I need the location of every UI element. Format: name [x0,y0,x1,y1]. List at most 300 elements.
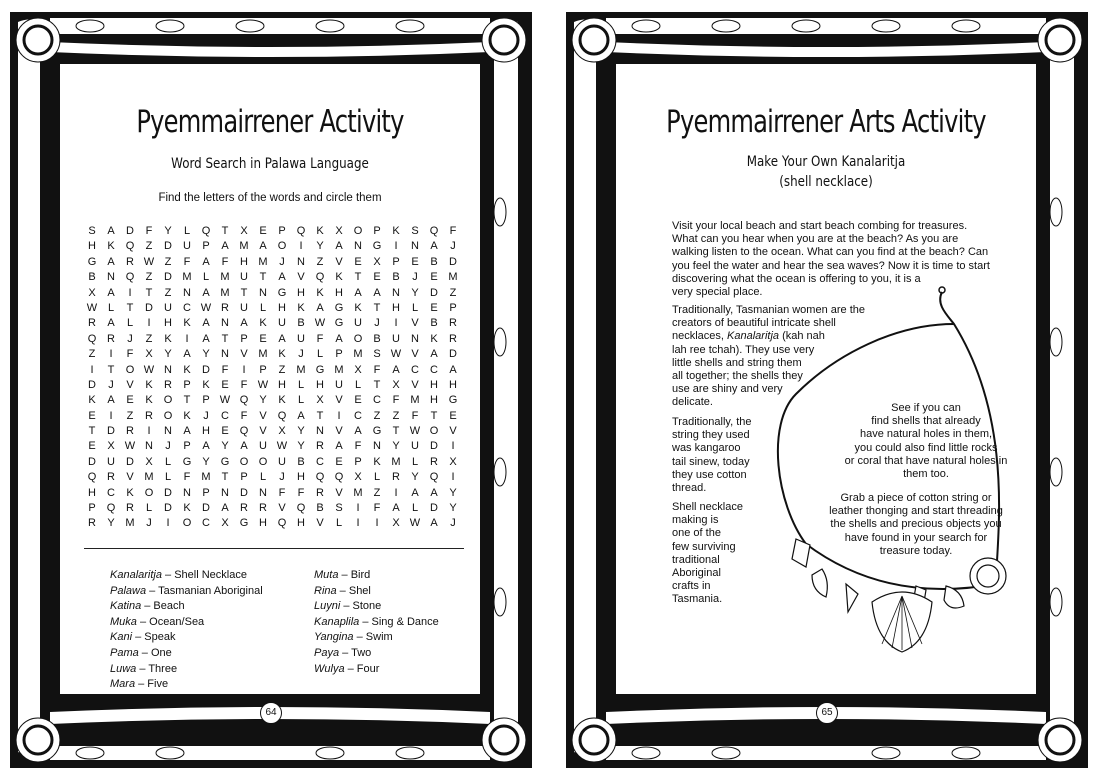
grid-letter[interactable]: Q [125,240,135,253]
grid-letter[interactable]: Q [315,471,325,484]
grid-letter[interactable]: M [296,363,306,376]
grid-letter[interactable]: D [126,225,134,237]
grid-letter[interactable]: E [354,255,362,268]
grid-letter[interactable]: D [449,348,457,361]
grid-letter[interactable]: W [409,425,421,438]
grid-letter[interactable]: O [163,394,173,407]
grid-letter[interactable]: A [183,348,191,361]
grid-letter[interactable]: U [240,271,248,284]
grid-letter[interactable]: J [450,240,456,253]
grid-letter[interactable]: G [448,394,458,407]
grid-letter[interactable]: R [88,317,96,330]
grid-letter[interactable]: E [430,271,438,284]
grid-letter[interactable]: F [221,363,229,376]
grid-letter[interactable]: K [335,271,343,284]
grid-letter[interactable]: B [373,332,381,345]
grid-letter[interactable]: E [221,378,229,391]
grid-letter[interactable]: L [164,455,172,468]
grid-letter[interactable]: M [182,271,192,284]
grid-letter[interactable]: K [183,409,191,422]
grid-letter[interactable]: H [430,394,438,407]
grid-letter[interactable]: P [259,363,267,376]
grid-letter[interactable]: D [164,502,172,515]
grid-letter[interactable]: A [430,517,438,530]
grid-letter[interactable]: Y [221,440,229,453]
grid-letter[interactable]: Z [126,409,134,422]
grid-letter[interactable]: E [126,394,134,407]
grid-letter[interactable]: O [239,455,249,468]
grid-letter[interactable]: F [411,409,419,422]
grid-letter[interactable]: T [221,225,229,237]
grid-letter[interactable]: L [297,378,305,391]
grid-letter[interactable]: A [430,348,438,361]
grid-letter[interactable]: I [337,409,341,422]
grid-letter[interactable]: P [392,255,400,268]
grid-letter[interactable]: V [126,471,134,484]
grid-letter[interactable]: D [107,425,115,438]
grid-letter[interactable]: Z [449,286,457,299]
grid-letter[interactable]: M [391,455,401,468]
grid-letter[interactable]: L [354,378,362,391]
grid-letter[interactable]: I [242,363,246,376]
grid-letter[interactable]: F [354,440,362,453]
grid-letter[interactable]: T [126,301,134,314]
grid-letter[interactable]: A [411,486,419,499]
grid-letter[interactable]: J [203,409,209,422]
grid-letter[interactable]: R [107,332,115,345]
grid-letter[interactable]: B [297,455,305,468]
grid-letter[interactable]: Q [125,271,135,284]
grid-letter[interactable]: N [145,440,153,453]
grid-letter[interactable]: R [316,486,324,499]
grid-letter[interactable]: O [163,409,173,422]
grid-letter[interactable]: L [411,301,419,314]
grid-letter[interactable]: I [109,409,113,422]
grid-letter[interactable]: P [202,486,210,499]
grid-letter[interactable]: Y [107,517,115,530]
grid-letter[interactable]: F [316,332,324,345]
grid-letter[interactable]: Q [106,502,116,515]
grid-letter[interactable]: Z [392,409,400,422]
grid-letter[interactable]: F [126,348,134,361]
grid-letter[interactable]: E [88,409,96,422]
grid-letter[interactable]: Q [239,425,249,438]
grid-letter[interactable]: V [126,378,134,391]
grid-letter[interactable]: W [124,440,136,453]
grid-letter[interactable]: I [147,425,151,438]
grid-letter[interactable]: F [183,471,191,484]
grid-letter[interactable]: N [297,255,305,268]
grid-letter[interactable]: R [449,317,457,330]
grid-letter[interactable]: X [107,440,115,453]
grid-letter[interactable]: H [392,301,400,314]
grid-letter[interactable]: A [392,363,400,376]
grid-letter[interactable]: U [240,301,248,314]
grid-letter[interactable]: Y [202,348,210,361]
grid-letter[interactable]: J [108,378,114,391]
grid-letter[interactable]: T [221,332,229,345]
grid-letter[interactable]: H [297,517,305,530]
grid-letter[interactable]: M [258,255,268,268]
grid-letter[interactable]: H [278,378,286,391]
grid-letter[interactable]: T [354,271,362,284]
grid-letter[interactable]: T [240,286,248,299]
grid-letter[interactable]: A [335,440,343,453]
grid-letter[interactable]: J [165,440,171,453]
grid-letter[interactable]: D [430,286,438,299]
grid-letter[interactable]: X [88,286,96,299]
grid-letter[interactable]: L [259,301,267,314]
grid-letter[interactable]: N [183,486,191,499]
grid-letter[interactable]: S [373,348,381,361]
grid-letter[interactable]: U [411,440,419,453]
grid-letter[interactable]: A [202,332,210,345]
grid-letter[interactable]: N [411,332,419,345]
grid-letter[interactable]: A [107,394,115,407]
grid-letter[interactable]: X [392,517,400,530]
grid-letter[interactable]: F [392,394,400,407]
grid-letter[interactable]: Y [202,455,210,468]
grid-letter[interactable]: D [202,363,210,376]
grid-letter[interactable]: I [394,486,398,499]
grid-letter[interactable]: R [88,517,96,530]
grid-letter[interactable]: P [183,440,191,453]
grid-letter[interactable]: G [334,317,344,330]
grid-letter[interactable]: R [126,425,134,438]
grid-letter[interactable]: K [392,225,400,237]
grid-letter[interactable]: A [335,240,343,253]
grid-letter[interactable]: W [219,394,231,407]
grid-letter[interactable]: V [259,409,267,422]
grid-letter[interactable]: R [126,502,134,515]
grid-letter[interactable]: C [430,363,438,376]
grid-letter[interactable]: B [297,317,305,330]
grid-letter[interactable]: A [221,502,229,515]
grid-letter[interactable]: K [297,301,305,314]
grid-letter[interactable]: U [164,301,172,314]
grid-letter[interactable]: G [87,255,97,268]
grid-letter[interactable]: Z [88,348,96,361]
grid-letter[interactable]: I [90,363,94,376]
grid-letter[interactable]: R [430,455,438,468]
grid-letter[interactable]: O [353,225,363,237]
grid-letter[interactable]: A [373,286,381,299]
grid-letter[interactable]: I [451,440,455,453]
grid-letter[interactable]: F [449,225,457,237]
grid-letter[interactable]: X [354,363,362,376]
grid-letter[interactable]: V [316,517,324,530]
grid-letter[interactable]: O [258,455,268,468]
grid-letter[interactable]: Y [449,486,457,499]
grid-letter[interactable]: W [409,517,421,530]
grid-letter[interactable]: D [88,378,96,391]
grid-letter[interactable]: D [164,271,172,284]
grid-letter[interactable]: H [88,486,96,499]
grid-letter[interactable]: A [430,486,438,499]
grid-letter[interactable]: I [147,317,151,330]
grid-letter[interactable]: M [448,271,458,284]
grid-letter[interactable]: O [353,332,363,345]
grid-letter[interactable]: A [107,286,115,299]
grid-letter[interactable]: U [278,317,286,330]
grid-letter[interactable]: M [201,471,211,484]
grid-letter[interactable]: H [430,378,438,391]
grid-letter[interactable]: N [183,286,191,299]
grid-letter[interactable]: T [373,301,381,314]
grid-letter[interactable]: L [411,455,419,468]
grid-letter[interactable]: Y [259,394,267,407]
grid-letter[interactable]: I [128,286,132,299]
grid-letter[interactable]: Z [316,255,324,268]
grid-letter[interactable]: A [354,425,362,438]
grid-letter[interactable]: O [277,240,287,253]
grid-letter[interactable]: Q [296,225,306,237]
grid-letter[interactable]: C [373,394,381,407]
grid-letter[interactable]: A [449,363,457,376]
grid-letter[interactable]: L [126,317,134,330]
grid-letter[interactable]: H [202,425,210,438]
grid-letter[interactable]: P [449,301,457,314]
grid-letter[interactable]: N [221,348,229,361]
grid-letter[interactable]: T [145,286,153,299]
grid-letter[interactable]: W [314,317,326,330]
grid-letter[interactable]: R [240,502,248,515]
grid-letter[interactable]: C [354,409,362,422]
grid-letter[interactable]: S [411,225,419,237]
grid-letter[interactable]: V [411,348,419,361]
grid-letter[interactable]: I [394,240,398,253]
grid-letter[interactable]: H [449,378,457,391]
grid-letter[interactable]: G [372,240,382,253]
grid-letter[interactable]: M [353,486,363,499]
grid-letter[interactable]: N [164,425,172,438]
grid-letter[interactable]: K [88,394,96,407]
grid-letter[interactable]: X [449,455,457,468]
grid-letter[interactable]: M [220,286,230,299]
grid-letter[interactable]: A [202,317,210,330]
grid-letter[interactable]: T [221,471,229,484]
grid-letter[interactable]: K [183,317,191,330]
grid-letter[interactable]: K [430,332,438,345]
grid-letter[interactable]: K [316,225,324,237]
grid-letter[interactable]: P [240,332,248,345]
grid-letter[interactable]: H [259,517,267,530]
grid-letter[interactable]: L [335,517,343,530]
grid-letter[interactable]: U [335,378,343,391]
grid-letter[interactable]: V [335,394,343,407]
grid-letter[interactable]: P [183,378,191,391]
grid-letter[interactable]: A [240,317,248,330]
grid-letter[interactable]: D [88,455,96,468]
grid-letter[interactable]: B [88,271,96,284]
grid-letter[interactable]: A [259,240,267,253]
grid-letter[interactable]: I [356,502,360,515]
grid-letter[interactable]: E [221,425,229,438]
grid-letter[interactable]: S [88,225,96,237]
grid-letter[interactable]: J [127,332,133,345]
grid-letter[interactable]: E [411,255,419,268]
grid-letter[interactable]: G [315,363,325,376]
grid-letter[interactable]: W [257,378,269,391]
grid-letter[interactable]: K [354,301,362,314]
grid-letter[interactable]: K [145,394,153,407]
grid-letter[interactable]: Q [296,502,306,515]
grid-letter[interactable]: T [88,425,96,438]
grid-letter[interactable]: V [259,425,267,438]
grid-letter[interactable]: G [220,455,230,468]
grid-letter[interactable]: U [259,440,267,453]
grid-letter[interactable]: A [202,255,210,268]
grid-letter[interactable]: J [279,255,285,268]
grid-letter[interactable]: E [354,394,362,407]
grid-letter[interactable]: F [297,486,305,499]
grid-letter[interactable]: R [259,502,267,515]
grid-letter[interactable]: M [334,363,344,376]
grid-letter[interactable]: R [449,332,457,345]
grid-letter[interactable]: E [449,409,457,422]
grid-letter[interactable]: P [354,455,362,468]
grid-letter[interactable]: V [240,348,248,361]
grid-letter[interactable]: R [126,255,134,268]
grid-letter[interactable]: J [374,317,380,330]
grid-letter[interactable]: E [430,301,438,314]
grid-letter[interactable]: X [354,471,362,484]
grid-letter[interactable]: R [392,471,400,484]
grid-letter[interactable]: R [145,409,153,422]
grid-letter[interactable]: O [125,363,135,376]
grid-letter[interactable]: M [353,348,363,361]
grid-letter[interactable]: N [221,486,229,499]
grid-letter[interactable]: H [164,317,172,330]
grid-letter[interactable]: Q [201,225,211,237]
grid-letter[interactable]: Q [239,394,249,407]
grid-letter[interactable]: J [298,348,304,361]
grid-letter[interactable]: E [373,271,381,284]
grid-letter[interactable]: N [259,486,267,499]
grid-letter[interactable]: K [107,240,115,253]
grid-letter[interactable]: Z [373,486,381,499]
grid-letter[interactable]: V [335,255,343,268]
grid-letter[interactable]: K [259,317,267,330]
grid-letter[interactable]: A [202,286,210,299]
grid-letter[interactable]: V [411,317,419,330]
grid-letter[interactable]: F [373,363,381,376]
grid-letter[interactable]: X [240,225,248,237]
grid-letter[interactable]: W [276,440,288,453]
grid-letter[interactable]: Q [334,471,344,484]
grid-letter[interactable]: H [335,286,343,299]
grid-letter[interactable]: Q [277,409,287,422]
grid-letter[interactable]: I [375,517,379,530]
grid-letter[interactable]: F [221,255,229,268]
grid-letter[interactable]: Q [87,332,97,345]
grid-letter[interactable]: A [107,317,115,330]
grid-letter[interactable]: D [145,301,153,314]
grid-letter[interactable]: U [107,455,115,468]
grid-letter[interactable]: X [392,378,400,391]
grid-letter[interactable]: H [297,471,305,484]
grid-letter[interactable]: F [240,409,248,422]
grid-letter[interactable]: Y [297,425,305,438]
grid-letter[interactable]: U [278,455,286,468]
grid-letter[interactable]: D [430,440,438,453]
grid-letter[interactable]: K [373,455,381,468]
grid-letter[interactable]: U [392,332,400,345]
grid-letter[interactable]: A [278,332,286,345]
grid-letter[interactable]: O [144,486,154,499]
grid-letter[interactable]: Q [87,471,97,484]
grid-letter[interactable]: Y [164,348,172,361]
grid-letter[interactable]: D [126,455,134,468]
grid-letter[interactable]: M [144,471,154,484]
grid-letter[interactable]: H [316,378,324,391]
grid-letter[interactable]: B [430,317,438,330]
grid-letter[interactable]: T [183,394,191,407]
grid-letter[interactable]: Z [145,332,153,345]
grid-letter[interactable]: R [221,301,229,314]
grid-letter[interactable]: X [221,517,229,530]
grid-letter[interactable]: X [278,425,286,438]
grid-letter[interactable]: T [430,409,438,422]
grid-letter[interactable]: P [373,225,381,237]
grid-letter[interactable]: A [278,271,286,284]
grid-letter[interactable]: H [240,255,248,268]
grid-letter[interactable]: X [145,455,153,468]
grid-letter[interactable]: M [410,394,420,407]
grid-letter[interactable]: J [450,517,456,530]
grid-letter[interactable]: Z [145,240,153,253]
grid-letter[interactable]: V [297,271,305,284]
grid-letter[interactable]: T [392,425,400,438]
grid-letter[interactable]: Z [373,409,381,422]
grid-letter[interactable]: F [373,502,381,515]
grid-letter[interactable]: F [240,378,248,391]
grid-letter[interactable]: L [183,225,191,237]
grid-letter[interactable]: D [240,486,248,499]
grid-letter[interactable]: A [107,225,115,237]
grid-letter[interactable]: D [449,255,457,268]
grid-letter[interactable]: D [164,486,172,499]
grid-letter[interactable]: B [392,271,400,284]
grid-letter[interactable]: H [278,301,286,314]
grid-letter[interactable]: I [356,517,360,530]
grid-letter[interactable]: C [107,486,115,499]
grid-letter[interactable]: E [335,455,343,468]
grid-letter[interactable]: N [259,286,267,299]
grid-letter[interactable]: M [125,517,135,530]
grid-letter[interactable]: G [239,517,249,530]
grid-letter[interactable]: T [259,271,267,284]
grid-letter[interactable]: M [258,348,268,361]
grid-letter[interactable]: N [354,240,362,253]
grid-letter[interactable]: I [299,240,303,253]
grid-letter[interactable]: Y [449,502,457,515]
grid-letter[interactable]: I [166,517,170,530]
grid-letter[interactable]: K [278,348,286,361]
grid-letter[interactable]: K [164,332,172,345]
grid-letter[interactable]: K [145,378,153,391]
grid-letter[interactable]: G [372,425,382,438]
grid-letter[interactable]: U [354,317,362,330]
grid-letter[interactable]: O [429,425,439,438]
grid-letter[interactable]: A [183,425,191,438]
grid-letter[interactable]: L [316,348,324,361]
grid-letter[interactable]: R [107,471,115,484]
grid-letter[interactable]: Q [429,471,439,484]
grid-letter[interactable]: G [277,286,287,299]
grid-letter[interactable]: L [164,471,172,484]
grid-letter[interactable]: Z [164,286,172,299]
